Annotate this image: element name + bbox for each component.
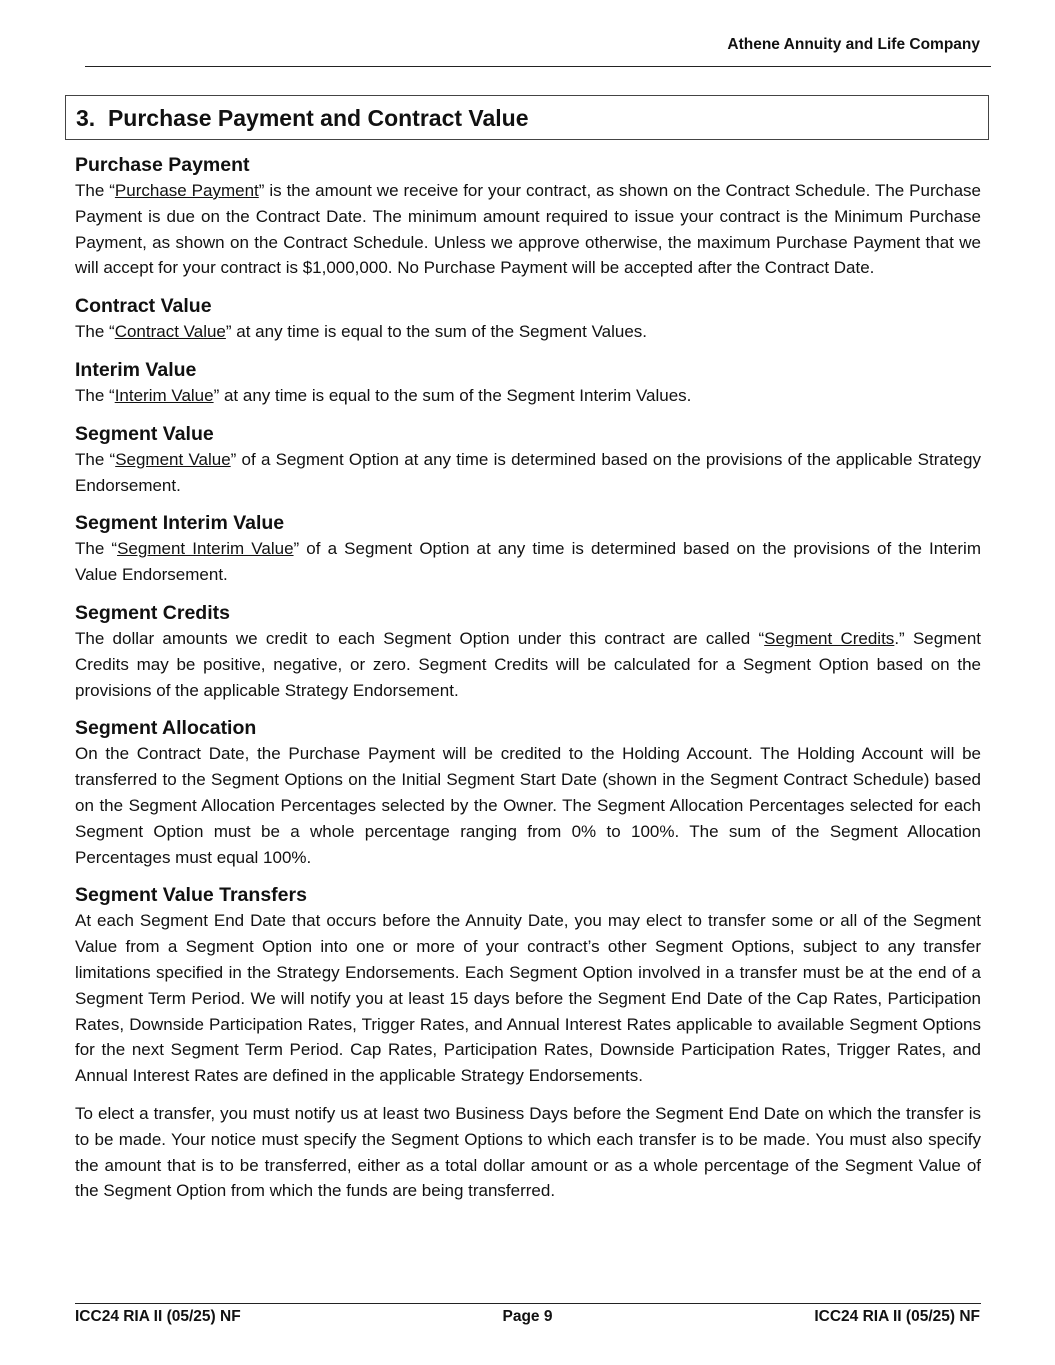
text-run: ” at any time is equal to the sum of the Segment Interim Values. [213,385,692,405]
footer-form-number-right: ICC24 RIA II (05/25) NF [814,1308,980,1325]
defined-term: Segment Credits [764,628,895,648]
subsection-segment-interim-value [75,510,981,588]
paragraph [75,447,981,499]
subsection-heading: Segment Credits [75,601,230,624]
defined-term: Segment Interim Value [117,539,294,559]
paragraph: On the Contract Date, the Purchase Payment will be credited to the Holding Account. The Holding Account will be transferred to the Segment Options on the Initial Segment Start Date (shown in the Segment Contract Schedule) based on the Segment Allocation Percentages selected by the Owner. The Segment Allocation Percentages selected for each Segment Option must be a whole percentage ranging from 0% to 100%. The sum of the Segment Allocation Percentages must equal 100%. [75,744,981,867]
header-divider [85,66,991,67]
subsection-segment-credits [75,600,981,703]
paragraph [75,536,981,588]
defined-term: Purchase Payment [114,181,259,200]
text-run: ” is the amount we receive for your contract, as shown on the Contract Schedule. The Purchase Payment is due on the Contract Date. The minimum amount required to issue your contract is the Minimum Purchase Payment, as shown on the Contract Schedule. Unless we approve otherwise, the maximum Purchase Payment that we will accept for your contract is $1,000,000. No Purchase Payment will be accepted after the Contract Date. [75,181,982,278]
subsection-interim-value [75,357,981,409]
paragraph [75,178,981,281]
defined-term: Interim Value [114,385,214,405]
paragraph [75,626,981,703]
footer-divider [75,1303,981,1304]
paragraph [75,383,981,409]
section-title [76,105,529,132]
text-run: ” of a Segment Option at any time is determined based on the provisions of the Interim Value Endorsement. [75,539,981,585]
subsection-heading: Segment Value Transfers [75,884,307,907]
subsection-purchase-payment [75,152,981,281]
text-run: ” at any time is equal to the sum of the Segment Values. [225,322,648,342]
subsection-heading: Interim Value [75,358,197,381]
footer-page-number: Page 9 [502,1308,553,1325]
paragraph: To elect a transfer, you must notify us at least two Business Days before the Segment End Date on which the transfer is to be made. Your notice must specify the Segment Options to which each transfer is to be made. You must also specify the amount that is to be transferred, either as a total dollar amount or as a whole percentage of the Segment Value of the Segment Option from which the funds are being transferred. [75,1103,981,1201]
text-run: The “ [75,181,115,200]
text-run: ” of a Segment Option at any time is determined based on the provisions of the applicable Strategy Endorsement. [75,449,981,495]
subsection-segment-allocation [75,715,981,870]
text-run: The dollar amounts we credit to each Segment Option under this contract are called “ [75,628,765,648]
defined-term: Contract Value [114,322,226,342]
text-run: The “ [75,385,115,405]
paragraph: At each Segment End Date that occurs before the Annuity Date, you may elect to transfer some or all of the Segment Value from a Segment Option into one or more of your contract’s other Segment Options, subject to any transfer limitations specified in the Strategy Endorsements. Each Segment Option involved in a transfer must be at the end of a Segment Term Period. We will notify you at least 15 days before the Segment End Date of the Cap Rates, Participation Rates, Downside Participation Rates, Trigger Rates, and Annual Interest Rates applicable to available Segment Options for the next Segment Term Period. Cap Rates, Participation Rates, Downside Participation Rates, Trigger Rates, and Annual Interest Rates are defined in the applicable Strategy Endorsements. [75,911,981,1086]
footer-form-number-left: ICC24 RIA II (05/25) NF [75,1308,241,1325]
text-run: The “ [75,449,116,469]
text-run: .” Segment Credits may be positive, negative, or zero. Segment Credits will be calculated for a Segment Option based on the provisions of the applicable Strategy Endorsement. [75,628,981,700]
subsection-heading: Segment Allocation [75,717,257,740]
header-company-name: Athene Annuity and Life Company [727,36,980,53]
subsection-segment-value-transfers [75,882,981,1204]
document-body [75,152,981,1216]
subsection-heading: Purchase Payment [75,154,250,176]
subsection-heading: Segment Interim Value [75,512,285,535]
section-title-text: Purchase Payment and Contract Value [107,105,529,131]
subsection-heading: Segment Value [75,422,214,445]
subsection-heading: Contract Value [75,295,212,318]
subsection-segment-value [75,421,981,499]
paragraph [75,319,981,345]
text-run: The “ [75,539,118,559]
section-number: 3. [76,105,96,131]
defined-term: Segment Value [115,449,231,469]
section-title-box [65,95,989,140]
text-run: The “ [75,322,115,342]
subsection-contract-value [75,293,981,345]
